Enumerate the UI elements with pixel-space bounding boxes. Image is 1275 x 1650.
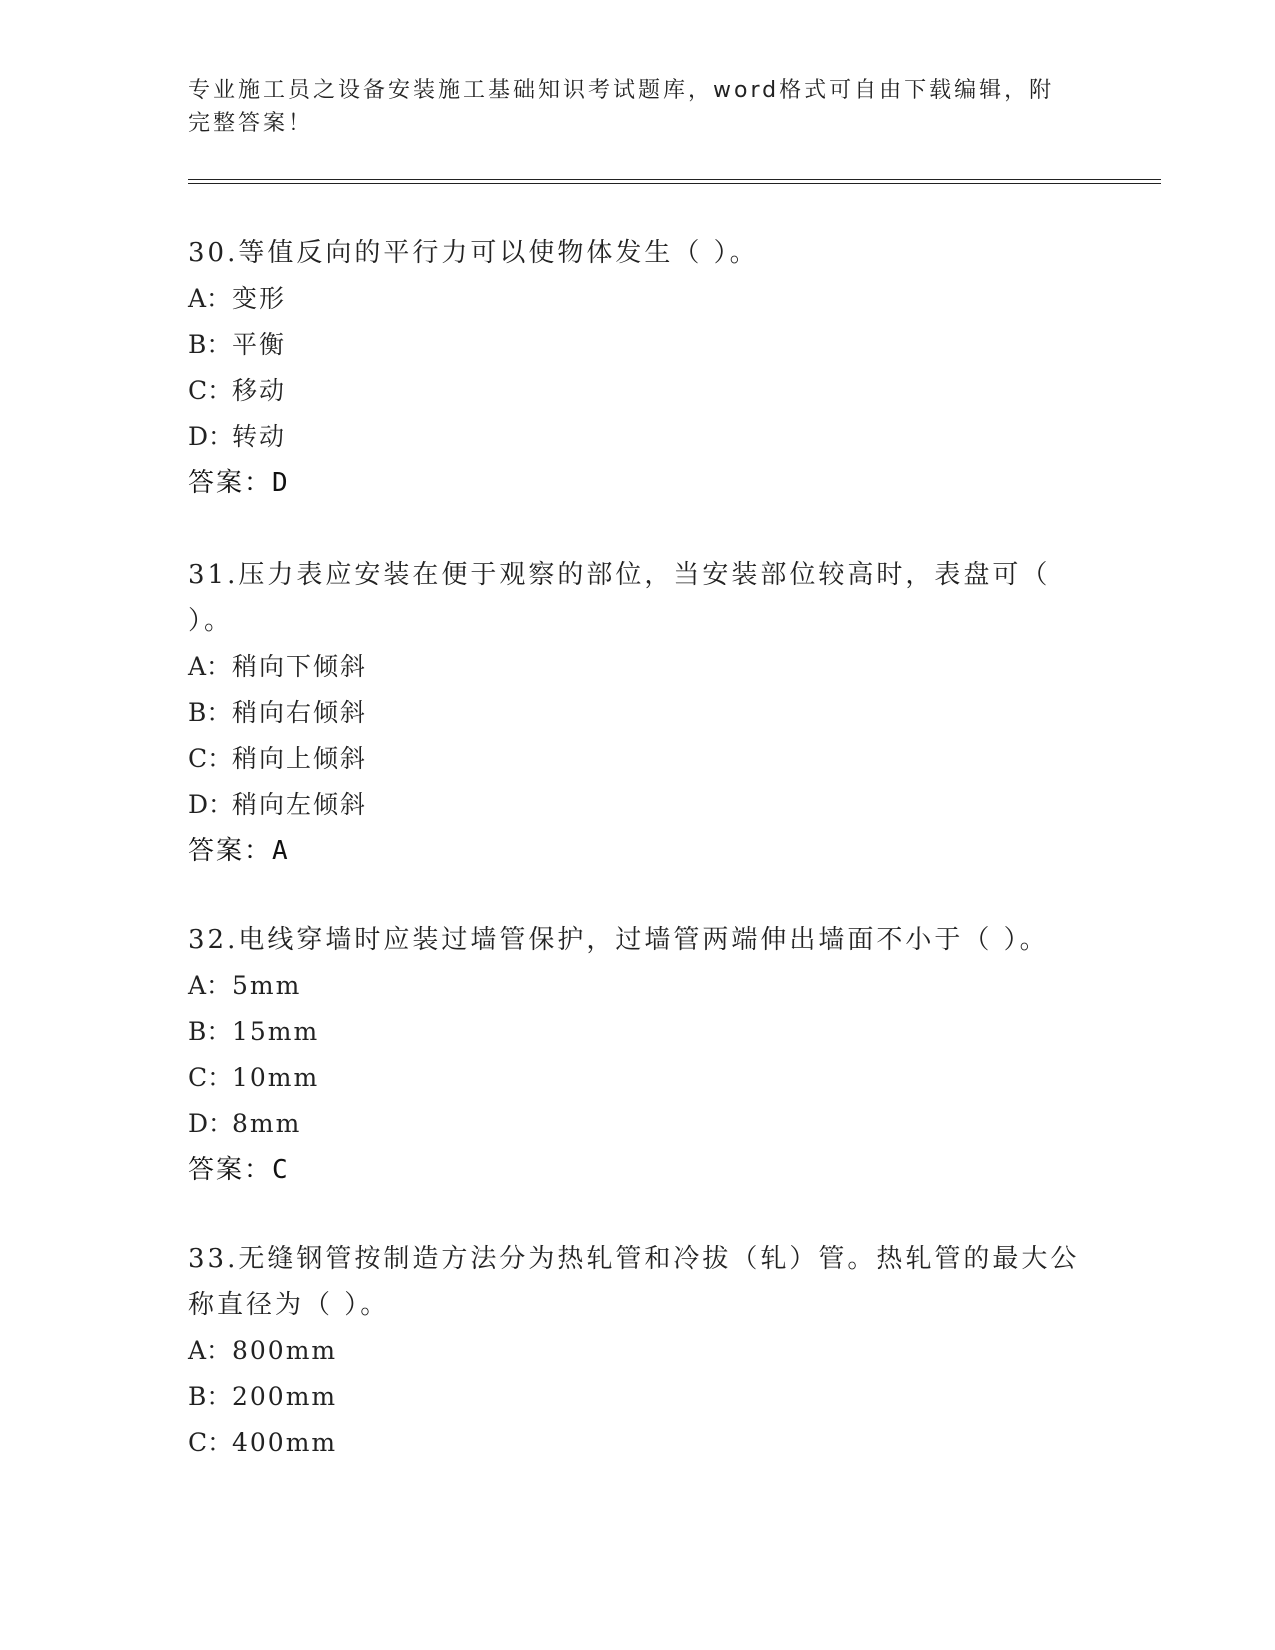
answer-line [188, 828, 1088, 874]
option-b [188, 690, 1088, 736]
option-text: 转动 [232, 422, 287, 451]
question-stem: 31.压力表应安装在便于观察的部位，当安装部位较高时，表盘可（ ）。 [188, 560, 1051, 636]
option-text: 稍向右倾斜 [232, 698, 368, 727]
option-letter: B： [188, 698, 232, 727]
question-stem: 33.无缝钢管按制造方法分为热轧管和冷拔（轧）管。热轧管的最大公称直径为（ ）。 [188, 1244, 1080, 1320]
option-letter: A： [188, 1336, 232, 1365]
answer-label: 答案： [188, 836, 273, 866]
option-text: 10mm [232, 1063, 320, 1092]
header-divider-top [188, 179, 1161, 180]
option-c [188, 1420, 1088, 1466]
option-a [188, 276, 1088, 322]
answer-value: D [272, 468, 290, 498]
document-header: 专业施工员之设备安装施工基础知识考试题库，word格式可自由下载编辑，附完整答案！ [188, 78, 1055, 136]
option-letter: B： [188, 1382, 232, 1411]
option-letter: A： [188, 652, 232, 681]
option-letter: D： [188, 1109, 234, 1138]
option-d [188, 782, 1088, 828]
option-c [188, 736, 1088, 782]
option-letter: C： [188, 376, 233, 405]
answer-label: 答案： [188, 468, 273, 498]
option-text: 稍向上倾斜 [232, 744, 368, 773]
question-33 [188, 1236, 1088, 1466]
option-text: 稍向左倾斜 [232, 790, 368, 819]
option-letter: C： [188, 1428, 233, 1457]
answer-label: 答案： [188, 1155, 273, 1185]
option-text: 稍向下倾斜 [232, 652, 368, 681]
option-letter: A： [188, 971, 232, 1000]
option-a [188, 1328, 1088, 1374]
option-text: 变形 [232, 284, 287, 313]
option-letter: C： [188, 744, 233, 773]
option-d [188, 1101, 1088, 1147]
header-divider-bottom [188, 183, 1161, 184]
option-text: 15mm [232, 1017, 320, 1046]
option-text: 移动 [232, 376, 287, 405]
question-31 [188, 552, 1088, 874]
answer-value: C [272, 1155, 290, 1185]
answer-line [188, 1147, 1088, 1193]
question-stem: 32.电线穿墙时应装过墙管保护，过墙管两端伸出墙面不小于（ ）。 [188, 925, 1049, 955]
option-text: 200mm [232, 1382, 338, 1411]
option-d [188, 414, 1088, 460]
question-32 [188, 917, 1088, 1193]
option-b [188, 322, 1088, 368]
option-text: 平衡 [232, 330, 287, 359]
option-a [188, 644, 1088, 690]
option-b [188, 1009, 1088, 1055]
answer-value: A [272, 836, 290, 866]
option-letter: D： [188, 422, 234, 451]
question-stem: 30.等值反向的平行力可以使物体发生（ ）。 [188, 238, 759, 268]
option-c [188, 368, 1088, 414]
option-text: 800mm [232, 1336, 338, 1365]
option-text: 8mm [232, 1109, 302, 1138]
option-letter: B： [188, 330, 232, 359]
option-letter: A： [188, 284, 232, 313]
question-30 [188, 230, 1088, 506]
option-letter: B： [188, 1017, 232, 1046]
answer-line [188, 460, 1088, 506]
option-b [188, 1374, 1088, 1420]
option-c [188, 1055, 1088, 1101]
option-letter: C： [188, 1063, 233, 1092]
option-letter: D： [188, 790, 234, 819]
option-a [188, 963, 1088, 1009]
option-text: 5mm [232, 971, 302, 1000]
option-text: 400mm [232, 1428, 338, 1457]
